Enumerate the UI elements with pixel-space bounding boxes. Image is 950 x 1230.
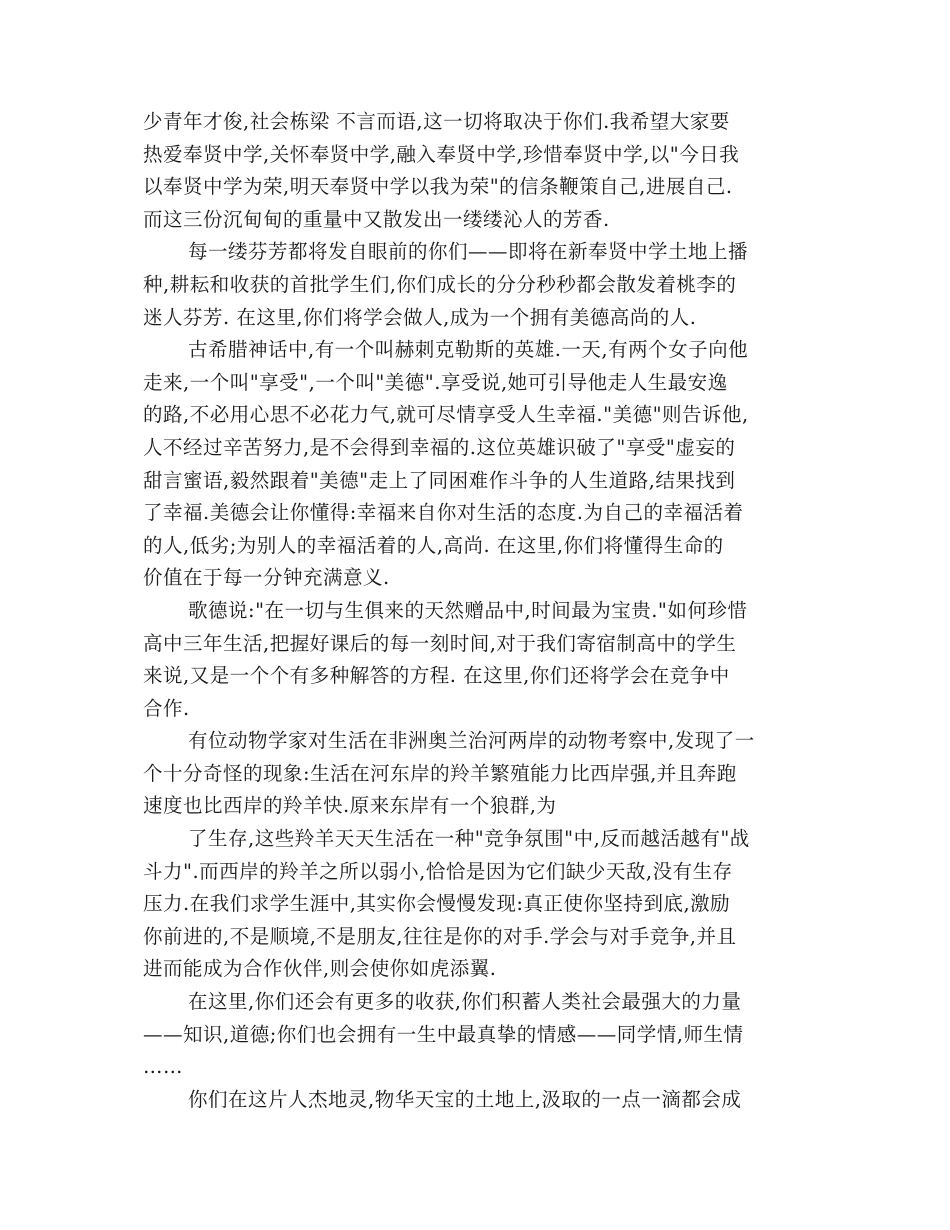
text-line: 以奉贤中学为荣,明天奉贤中学以我为荣"的信条鞭策自己,进展自己. bbox=[143, 175, 733, 199]
paragraph-first-line: 有位动物学家对生活在非洲奥兰治河两岸的动物考察中,发现了一 bbox=[188, 729, 755, 753]
paragraph-first-line: 每一缕芬芳都将发自眼前的你们——即将在新奉贤中学土地上播 bbox=[188, 240, 749, 264]
document-body bbox=[143, 106, 808, 1116]
text-line: 种,耕耘和收获的首批学生们,你们成长的分分秒秒都会散发着桃李的 bbox=[143, 272, 737, 296]
text-line: 压力.在我们求学生涯中,其实你会慢慢发现:真正使你坚持到底,激励 bbox=[143, 892, 731, 916]
text-line: …… bbox=[143, 1055, 183, 1079]
text-line: ——知识,道德;你们也会拥有一生中最真挚的情感——同学情,师生情 bbox=[143, 1022, 744, 1046]
text-line: 价值在于每一分钟充满意义. bbox=[143, 566, 390, 590]
text-line: 了幸福.美德会让你懂得:幸福来自你对生活的态度.为自己的幸福活着 bbox=[143, 501, 744, 525]
text-line: 迷人芬芳. 在这里,你们将学会做人,成为一个拥有美德高尚的人. bbox=[143, 305, 697, 329]
text-line: 少青年才俊,社会栋梁 不言而语,这一切将取决于你们.我希望大家要 bbox=[143, 110, 730, 133]
text-line: 人不经过辛苦努力,是不会得到幸福的.这位英雄识破了"享受"虚妄的 bbox=[143, 435, 736, 459]
paragraph-first-line: 了生存,这些羚羊天天生活在一种"竞争氛围"中,反而越活越有"战 bbox=[188, 827, 750, 851]
text-line: 的人,低劣;为别人的幸福活着的人,高尚. 在这里,你们将懂得生命的 bbox=[143, 533, 724, 557]
text-line: 你前进的,不是顺境,不是朋友,往往是你的对手.学会与对手竞争,并且 bbox=[143, 924, 737, 948]
paragraph-first-line: 歌德说:"在一切与生俱来的天然赠品中,时间最为宝贵."如何珍惜 bbox=[188, 598, 748, 622]
text-line: 甜言蜜语,毅然跟着"美德"走上了同困难作斗争的人生道路,结果找到 bbox=[143, 468, 736, 492]
text-line: 高中三年生活,把握好课后的每一刻时间,对于我们寄宿制高中的学生 bbox=[143, 631, 737, 655]
text-line: 走来,一个叫"享受",一个叫"美德".享受说,她可引导他走人生最安逸 bbox=[143, 370, 728, 394]
paragraph-first-line: 你们在这片人杰地灵,物华天宝的土地上,汲取的一点一滴都会成 bbox=[188, 1087, 742, 1111]
paragraph-first-line: 在这里,你们还会有更多的收获,你们积蓄人类社会最强大的力量 bbox=[188, 990, 742, 1014]
text-line: 热爱奉贤中学,关怀奉贤中学,融入奉贤中学,珍惜奉贤中学,以"今日我 bbox=[143, 142, 740, 166]
paragraph-first-line: 古希腊神话中,有一个叫赫刺克勒斯的英雄.一天,有两个女子向他 bbox=[188, 338, 749, 362]
text-line: 合作. bbox=[143, 696, 190, 720]
text-line: 个十分奇怪的现象:生活在河东岸的羚羊繁殖能力比西岸强,并且奔跑 bbox=[143, 761, 737, 785]
text-line: 来说,又是一个个有多种解答的方程. 在这里,你们还将学会在竞争中 bbox=[143, 664, 730, 688]
text-line: 进而能成为合作伙伴,则会使你如虎添翼. bbox=[143, 957, 497, 981]
text-line: 而这三份沉甸甸的重量中又散发出一缕缕沁人的芳香. bbox=[143, 207, 610, 231]
text-line: 速度也比西岸的羚羊快.原来东岸有一个狼群,为 bbox=[143, 794, 557, 818]
text-line: 斗力".而西岸的羚羊之所以弱小,恰恰是因为它们缺少天敌,没有生存 bbox=[143, 859, 733, 883]
text-line: 的路,不必用心思不必花力气,就可尽情享受人生幸福."美德"则告诉他, bbox=[143, 403, 749, 427]
